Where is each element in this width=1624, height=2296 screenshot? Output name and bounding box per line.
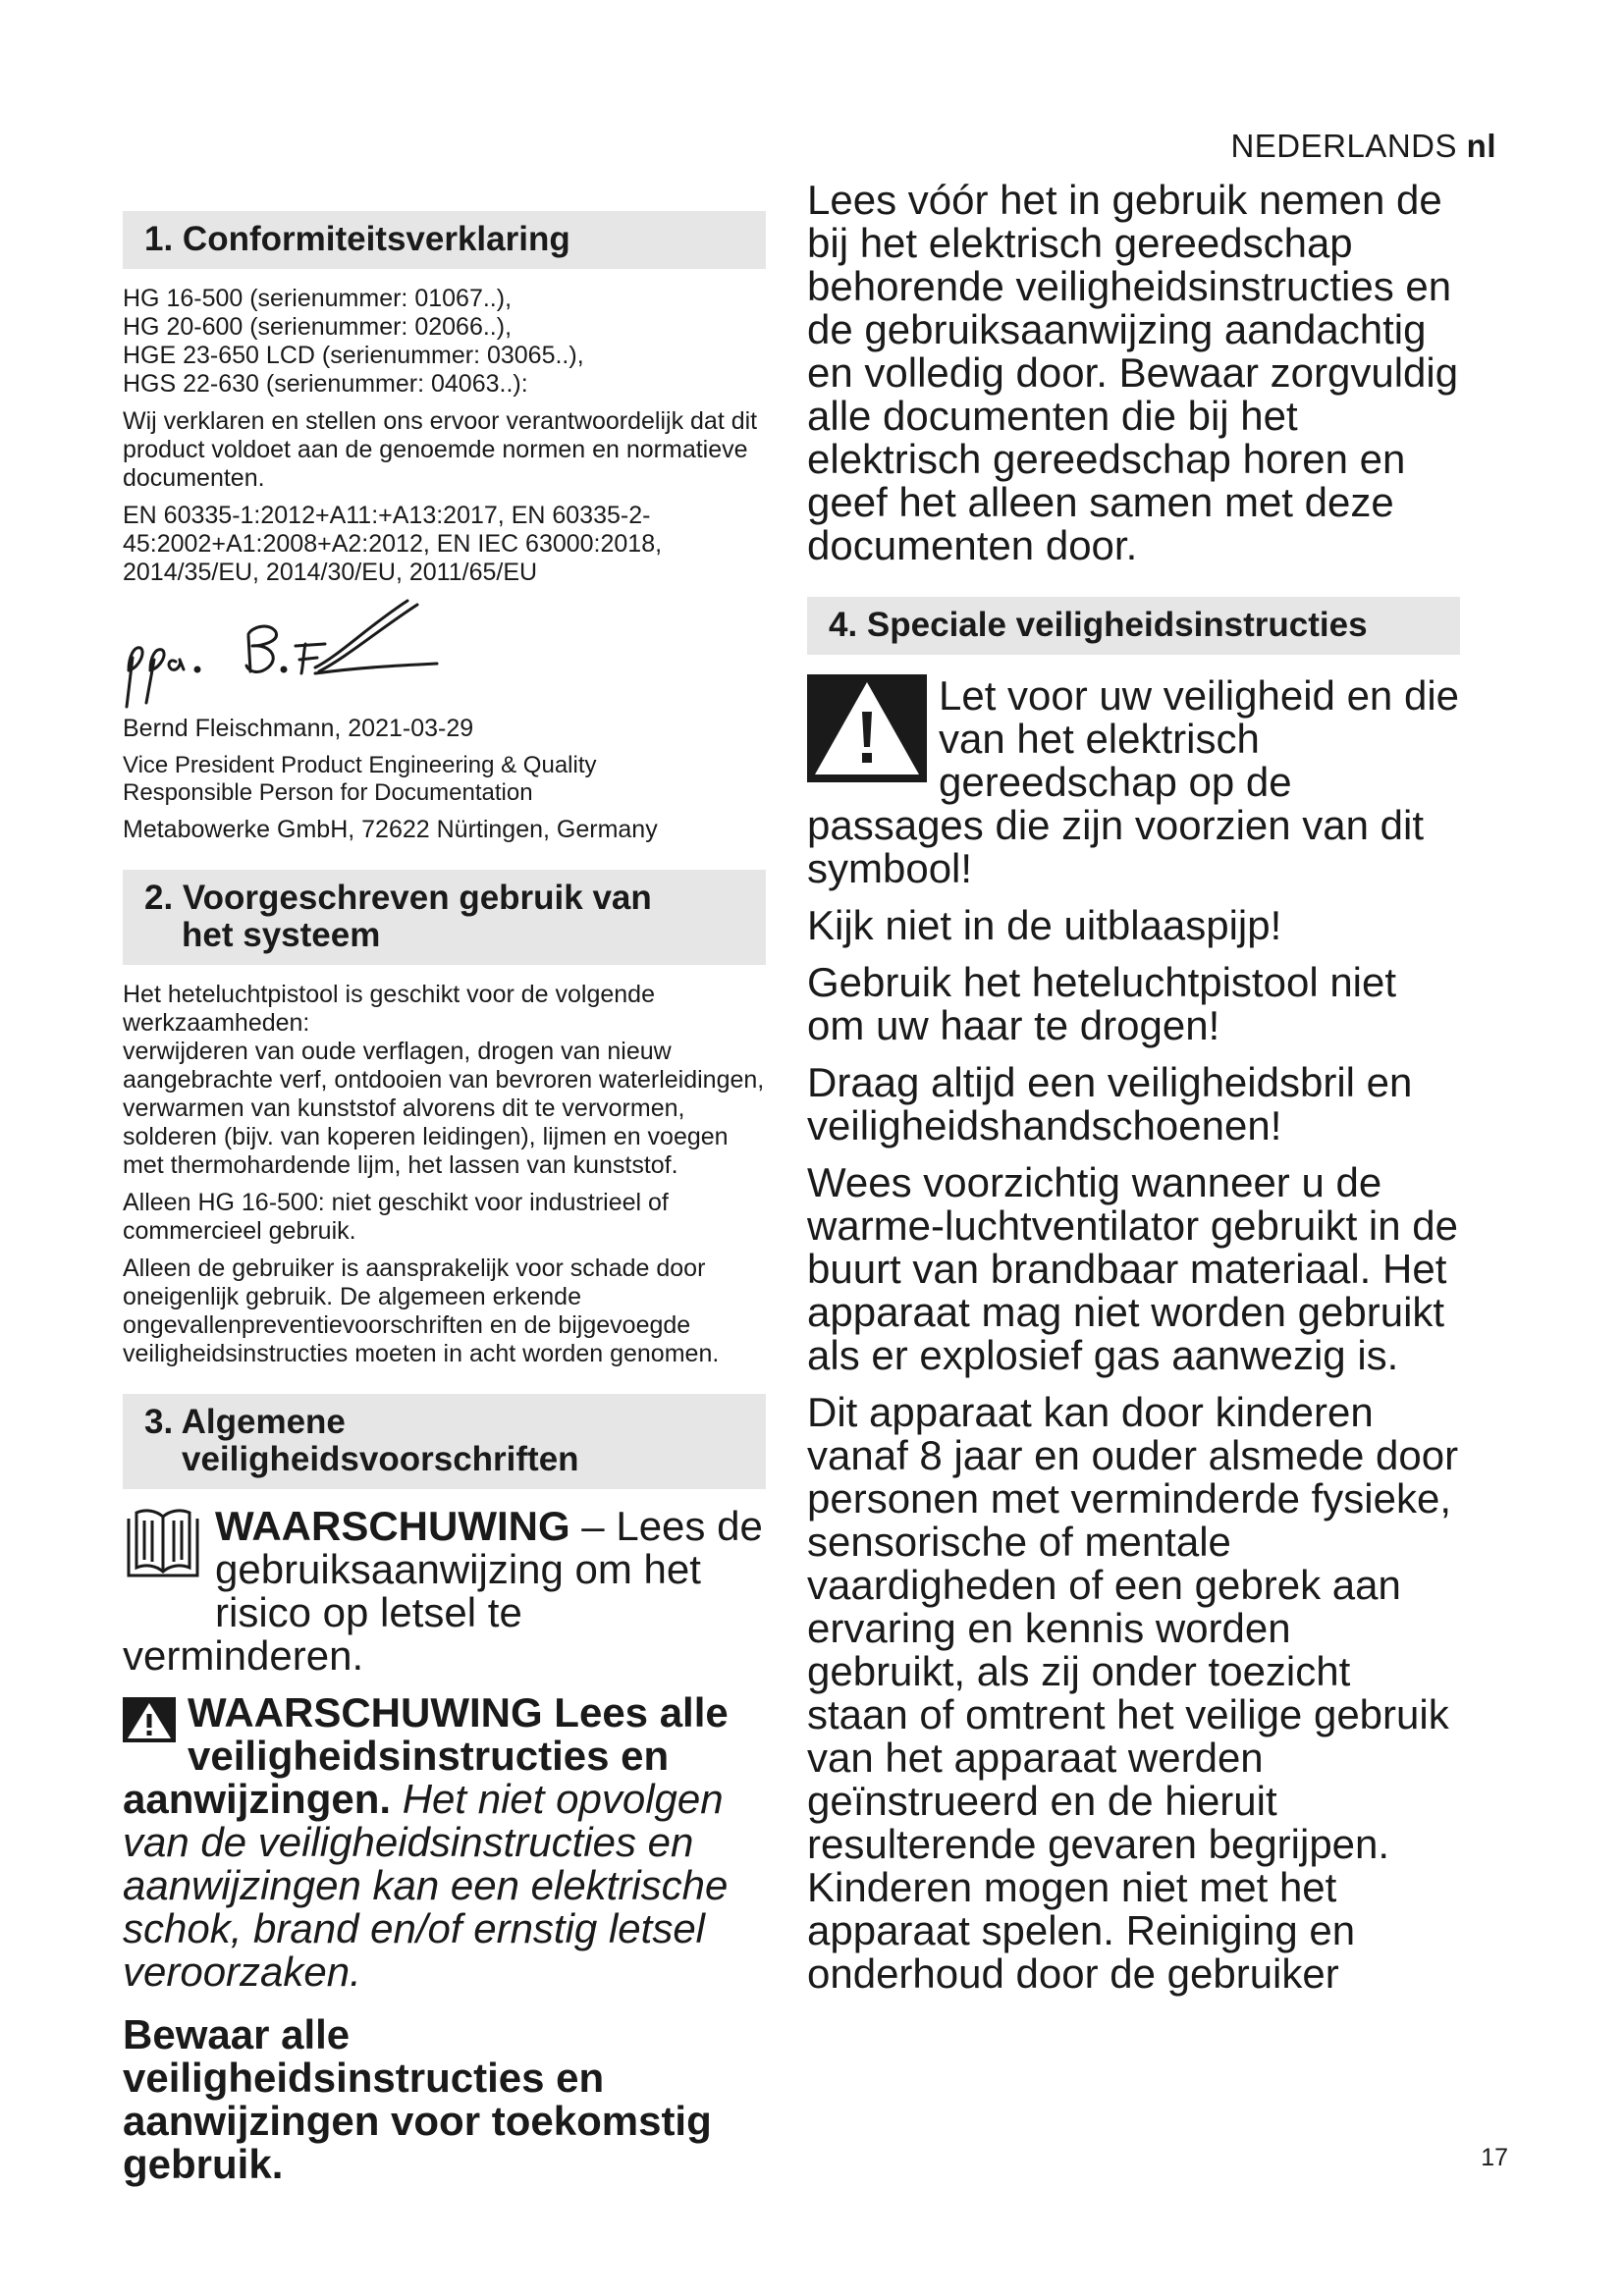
page-number: 17 <box>1481 2144 1508 2171</box>
keep-instructions-text: Lees vóór het in gebruik nemen de bij het elektrisch gereedschap behorende veiligheidsinstructies en de gebruiksaanwijzing aandachtig en volledig door. Bewaar zorgvuldig alle documenten die bij het elektrisch gereedschap horen en geef het alleen samen met deze documenten door. <box>807 177 1459 568</box>
warning-label: WAARSCHUWING <box>215 1503 570 1549</box>
right-column <box>807 179 1460 2009</box>
model-line: HGE 23-650 LCD (serienummer: 03065..), <box>123 342 584 369</box>
warning-triangle-icon <box>807 674 927 790</box>
intended-use-intro: Het heteluchtpistool is geschikt voor de volgende werkzaamheden: <box>123 981 655 1037</box>
liability-note: Alleen de gebruiker is aansprakelijk voor schade door oneigenlijk gebruik. De algemeen erkende ongevallenpreventievoorschriften en de bijgevoegde veiligheidsinstructies moeten in acht worden genomen. <box>123 1255 720 1367</box>
section-3-title-cont: veiligheidsvoorschriften <box>182 1440 579 1478</box>
hg16-note: Alleen HG 16-500: niet geschikt voor industrieel of commercieel gebruik. <box>123 1189 669 1245</box>
model-list <box>123 285 766 399</box>
intended-use-text <box>123 981 766 1180</box>
left-column <box>123 211 766 2200</box>
model-line: HGS 22-630 (serienummer: 04063..): <box>123 370 528 398</box>
protective-gear-warning: Draag altijd een veiligheidsbril en veiligheidshandschoenen! <box>807 1059 1413 1148</box>
section-3-heading <box>123 1394 766 1489</box>
symbol-notice <box>807 674 1460 890</box>
signature-image <box>123 597 766 715</box>
role-line: Vice President Product Engineering & Quality <box>123 752 597 778</box>
general-warning-italic: Het niet opvolgen van de veiligheidsinstructies en aanwijzingen kan een elektrische schok, brand en/of ernstig letsel veroorzaken. <box>123 1776 729 1995</box>
signer-role <box>123 752 766 807</box>
model-line: HG 20-600 (serienummer: 02066..), <box>123 313 513 341</box>
nozzle-warning: Kijk niet in de uitblaaspijp! <box>807 902 1282 948</box>
hair-warning: Gebruik het heteluchtpistool niet om uw haar te drogen! <box>807 959 1397 1048</box>
section-2-heading <box>123 870 766 965</box>
signer-name: Bernd Fleischmann, 2021-03-29 <box>123 715 474 742</box>
standards-text: EN 60335-1:2012+A11:+A13:2017, EN 60335-2-45:2002+A1:2008+A2:2012, EN IEC 63000:2018, 2014/35/EU, 2014/30/EU, 2011/65/EU <box>123 502 663 586</box>
section-2-title-cont: het systeem <box>182 916 381 954</box>
section-1-heading <box>123 211 766 269</box>
model-line: HG 16-500 (serienummer: 01067..), <box>123 285 513 312</box>
section-3-title: 3. Algemene <box>144 1403 346 1441</box>
section-4-title: 4. Speciale veiligheidsinstructies <box>829 606 1368 644</box>
keep-instructions-heading <box>123 2013 766 2186</box>
section-1-title: 1. Conformiteitsverklaring <box>144 220 570 258</box>
general-warning-bold: WAARSCHUWING Lees alle veiligheidsinstructies en aanwijzingen. <box>123 1689 729 1822</box>
language-name: NEDERLANDS <box>1230 128 1457 164</box>
flammable-warning: Wees voorzichtig wanneer u de warme-luchtventilator gebruikt in de buurt van brandbaar materiaal. Het apparaat mag niet worden gebruikt als er explosief gas aanwezig is. <box>807 1159 1458 1378</box>
intended-use-list: verwijderen van oude verflagen, drogen van nieuw aangebrachte verf, ontdooien van bevroren waterleidingen, verwarmen van kunststof alvorens dit te vervormen, solderen (bijv. van koperen leidingen), lijmen en voegen met thermohardende lijm, het lassen van kunststof. <box>123 1038 765 1179</box>
symbol-notice-text: Let voor uw veiligheid en die van het elektrisch gereedschap op de passages die zijn voorzien van dit symbool! <box>807 672 1460 891</box>
general-warning <box>123 1691 766 1994</box>
manual-warning-text: – Lees de gebruiksaanwijzing om het risico op letsel te verminderen. <box>123 1503 763 1679</box>
manual-book-icon <box>123 1505 203 1593</box>
keep-instructions-bold: Bewaar alle veiligheidsinstructies en aanwijzingen voor toekomstig gebruik. <box>123 2011 712 2187</box>
section-2-title: 2. Voorgeschreven gebruik van <box>144 879 652 917</box>
warning-triangle-icon <box>123 1697 176 1750</box>
page-language-header <box>1230 128 1496 165</box>
role-line: Responsible Person for Documentation <box>123 779 533 806</box>
language-code: nl <box>1466 128 1496 164</box>
declaration-text: Wij verklaren en stellen ons ervoor verantwoordelijk dat dit product voldoet aan de genoemde normen en normatieve documenten. <box>123 407 758 492</box>
children-warning: Dit apparaat kan door kinderen vanaf 8 jaar en ouder alsmede door personen met verminderde fysieke, sensorische of mentale vaardigheden of een gebrek aan ervaring en kennis worden gebruikt, als zij onder toezicht staan of omtrent het veilige gebruik van het apparaat werden geïnstrueerd en de hieruit resulterende gevaren begrijpen. Kinderen mogen niet met het apparaat spelen. Reiniging en onderhoud door de gebruiker <box>807 1389 1459 1997</box>
manual-warning <box>123 1505 766 1678</box>
section-4-heading <box>807 597 1460 655</box>
company-address: Metabowerke GmbH, 72622 Nürtingen, Germany <box>123 816 658 843</box>
